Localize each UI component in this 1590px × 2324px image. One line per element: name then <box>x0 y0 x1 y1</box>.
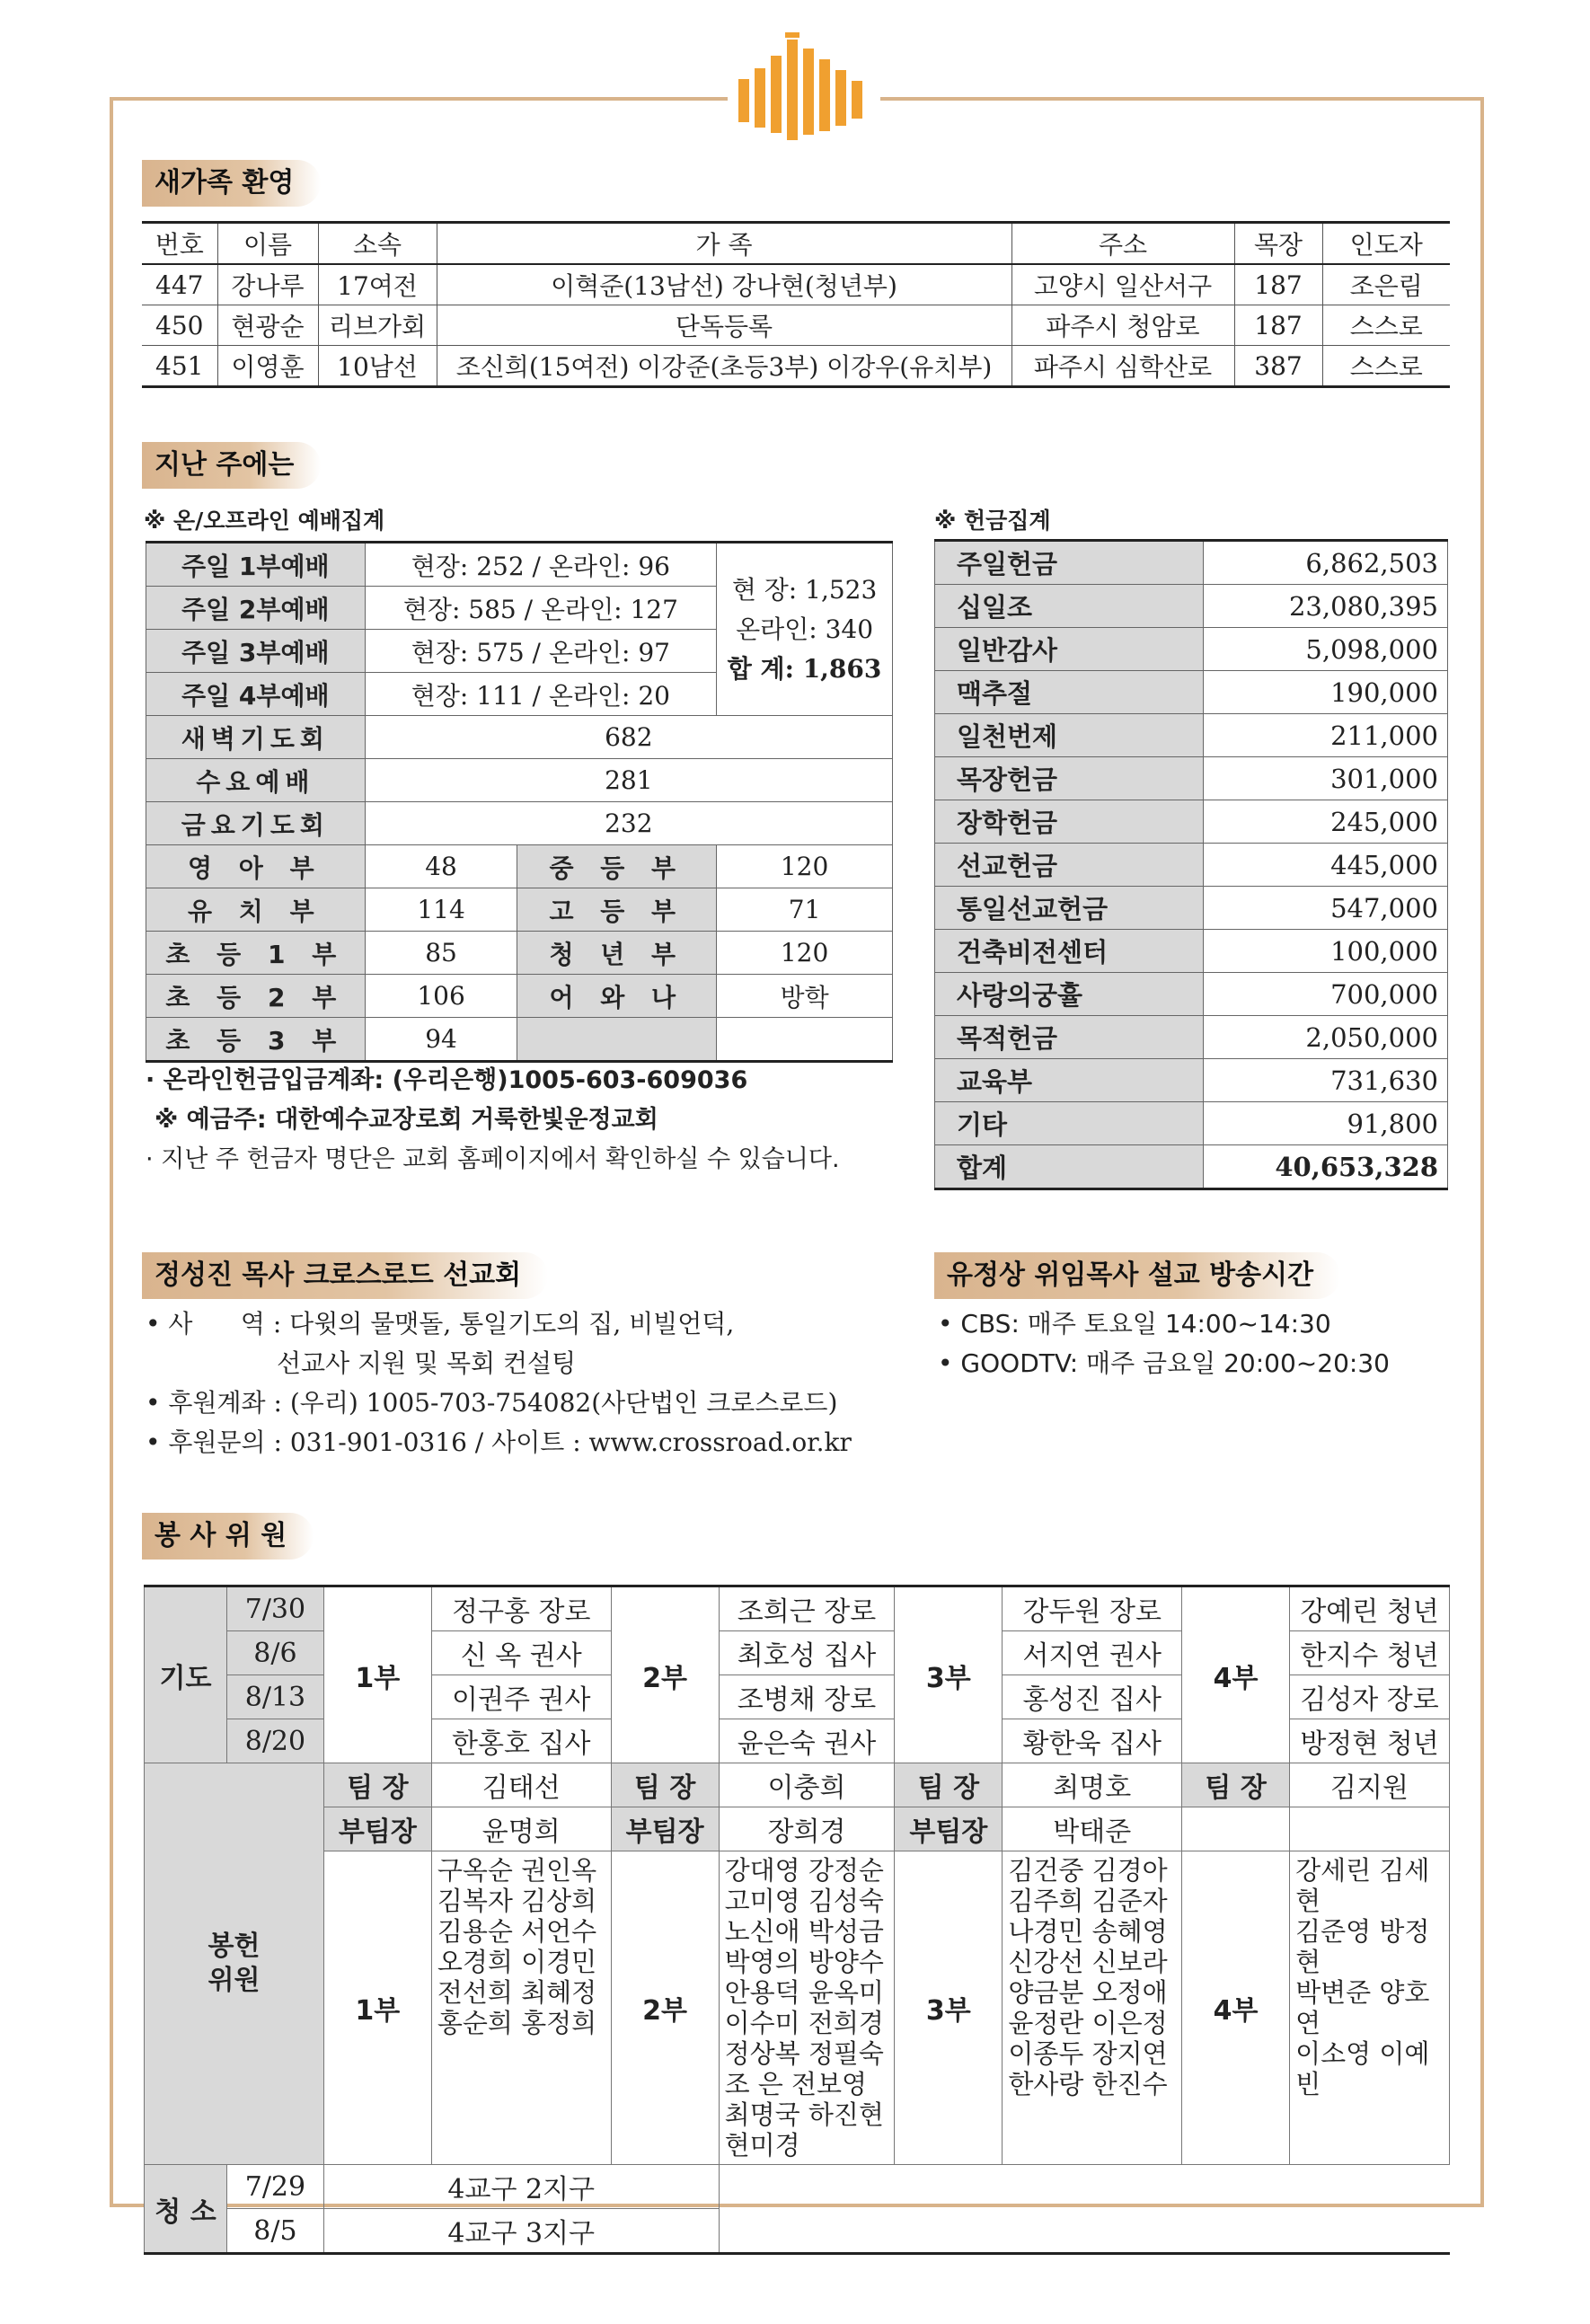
team-leader-label: 팀 장 <box>611 1763 719 1807</box>
prayer-leader-name: 방정현 청년 <box>1290 1719 1450 1763</box>
cleaning-row <box>145 2165 1450 2209</box>
family-cell: 450 <box>142 305 217 346</box>
crossroad-ministry-cont: 선교사 지원 및 목회 컨설팅 <box>277 1348 577 1378</box>
family-header-cell: 주소 <box>1011 223 1234 265</box>
family-cell: 이혁준(13남선) 강나현(청년부) <box>437 264 1011 305</box>
family-cell: 187 <box>1234 264 1322 305</box>
offering-row <box>935 585 1448 628</box>
dept-value: 94 <box>365 1018 517 1062</box>
offering-label: 사랑의궁휼 <box>935 973 1204 1016</box>
prayer-duty-label: 기도 <box>145 1586 227 1763</box>
prayer-leader-name: 김성자 장로 <box>1290 1675 1450 1719</box>
offering-row <box>935 714 1448 757</box>
sub-leader-name: 윤명희 <box>431 1807 611 1851</box>
dept-label: 영 아 부 <box>146 845 366 888</box>
prayer-value: 682 <box>365 716 892 759</box>
prayer-leader-name: 이권주 권사 <box>431 1675 611 1719</box>
offering-label: 선교헌금 <box>935 844 1204 887</box>
crossroad-account: • 후원계좌 : (우리) 1005-703-754082(사단법인 크로스로드) <box>146 1388 838 1418</box>
offering-names: 강대영 강정순 고미영 김성숙 노신애 박성금 박영의 방양수 안용덕 윤옥미 이수미 전희경 정상복 정필숙 조 은 전보영 최명국 하진현 현미경 <box>719 1851 895 2165</box>
family-cell: 단독등록 <box>437 305 1011 346</box>
dept-value: 120 <box>717 845 893 888</box>
worship-value: 현장: 585 / 온라인: 127 <box>365 587 716 630</box>
prayer-leader-name: 강두원 장로 <box>1003 1586 1182 1631</box>
offering-value: 211,000 <box>1204 714 1448 757</box>
crossroad-heading: 정성진 목사 크로스로드 선교회 <box>142 1252 548 1299</box>
prayer-leader-name: 조병채 장로 <box>719 1675 895 1719</box>
attendance-title: ※ 온/오프라인 예배집계 <box>144 508 385 534</box>
team-leader-name: 김태선 <box>431 1763 611 1807</box>
dept-label: 고 등 부 <box>517 888 717 932</box>
family-cell: 파주시 청암로 <box>1011 305 1234 346</box>
dept-value: 120 <box>717 932 893 975</box>
sub-leader-label: 부팀장 <box>611 1807 719 1851</box>
dept-value <box>717 1018 893 1062</box>
offering-names: 강세린 김세현 김준영 방정현 박변준 양호연 이소영 이예빈 <box>1290 1851 1450 2165</box>
sub-leader-label: 부팀장 <box>895 1807 1003 1851</box>
table-row <box>142 305 1450 346</box>
family-cell: 스스로 <box>1322 305 1450 346</box>
family-header-cell: 번호 <box>142 223 217 265</box>
offering-label: 일반감사 <box>935 628 1204 671</box>
offering-label: 통일선교헌금 <box>935 887 1204 930</box>
offering-row <box>935 671 1448 714</box>
service-table <box>144 1585 1450 2255</box>
prayer-date: 7/30 <box>226 1586 323 1631</box>
crossroad-ministry: • 사 역 : 다윗의 물맷돌, 통일기도의 집, 비빌언덕, <box>146 1309 735 1339</box>
prayer-leader-name: 최호성 집사 <box>719 1631 895 1675</box>
prayer-leader-name: 서지연 권사 <box>1003 1631 1182 1675</box>
offering-label: 기타 <box>935 1102 1204 1145</box>
family-cell: 187 <box>1234 305 1322 346</box>
family-cell: 파주시 심학산로 <box>1011 346 1234 387</box>
prayer-leader-name: 한지수 청년 <box>1290 1631 1450 1675</box>
prayer-label: 금요기도회 <box>146 802 366 845</box>
offering-table <box>934 539 1448 1190</box>
dept-value: 114 <box>365 888 517 932</box>
prayer-leader-name: 조희근 장로 <box>719 1586 895 1631</box>
sub-leader-row <box>145 1807 1450 1851</box>
family-cell: 강나루 <box>217 264 318 305</box>
worship-label: 주일 2부예배 <box>146 587 366 630</box>
team-leader-label: 팀 장 <box>323 1763 431 1807</box>
offering-row <box>935 1016 1448 1059</box>
team-leader-row <box>145 1763 1450 1807</box>
dept-value: 106 <box>365 975 517 1018</box>
offering-row <box>935 1059 1448 1102</box>
prayer-date: 8/6 <box>226 1631 323 1675</box>
family-cell: 조신희(15여전) 이강준(초등3부) 이강우(유치부) <box>437 346 1011 387</box>
attendance-table <box>146 541 893 1063</box>
offering-label: 교육부 <box>935 1059 1204 1102</box>
service-heading: 봉 사 위 원 <box>142 1513 314 1560</box>
family-cell: 고양시 일산서구 <box>1011 264 1234 305</box>
family-cell: 이영훈 <box>217 346 318 387</box>
offering-value: 445,000 <box>1204 844 1448 887</box>
prayer-leader-name: 한홍호 집사 <box>431 1719 611 1763</box>
account-holder-note: ※ 예금주: 대한예수교장로회 거룩한빛운정교회 <box>155 1106 658 1134</box>
sub-leader-name: 박태준 <box>1003 1807 1182 1851</box>
offering-row <box>935 887 1448 930</box>
offering-label: 일천번제 <box>935 714 1204 757</box>
offering-label: 십일조 <box>935 585 1204 628</box>
offering-row <box>935 930 1448 973</box>
worship-value: 현장: 111 / 온라인: 20 <box>365 673 716 716</box>
prayer-row <box>146 716 893 759</box>
offering-label: 목장헌금 <box>935 757 1204 800</box>
dept-row <box>146 932 893 975</box>
offering-row <box>935 628 1448 671</box>
worship-label: 주일 3부예배 <box>146 630 366 673</box>
prayer-duty-row <box>145 1586 1450 1631</box>
offering-names: 김건중 김경아 김주희 김준자 나경민 송혜영 신강선 신보라 양금분 오정애 윤정란 이은정 이종두 장지연 한사랑 한진수 <box>1003 1851 1182 2165</box>
part-label: 3부 <box>895 1586 1003 1763</box>
worship-row <box>146 543 893 587</box>
dept-label: 초 등 1 부 <box>146 932 366 975</box>
team-leader-name: 이충희 <box>719 1763 895 1807</box>
offering-row <box>935 844 1448 887</box>
family-cell: 17여전 <box>318 264 437 305</box>
offering-total-value: 40,653,328 <box>1204 1145 1448 1189</box>
dept-row <box>146 845 893 888</box>
offering-value: 5,098,000 <box>1204 628 1448 671</box>
offering-value: 301,000 <box>1204 757 1448 800</box>
family-cell: 447 <box>142 264 217 305</box>
offering-row <box>935 1102 1448 1145</box>
church-logo-icon <box>735 32 870 142</box>
new-family-table <box>142 221 1450 388</box>
dept-label <box>517 1018 717 1062</box>
offering-value: 190,000 <box>1204 671 1448 714</box>
cleaning-row <box>145 2209 1450 2254</box>
prayer-label: 새벽기도회 <box>146 716 366 759</box>
blank-cell <box>719 2165 1449 2209</box>
cleaning-area: 4교구 3지구 <box>323 2209 719 2254</box>
welcome-heading: 새가족 환영 <box>142 160 321 207</box>
cleaning-area: 4교구 2지구 <box>323 2165 719 2209</box>
prayer-row <box>146 759 893 802</box>
dept-value: 85 <box>365 932 517 975</box>
offering-value: 731,630 <box>1204 1059 1448 1102</box>
worship-label: 주일 4부예배 <box>146 673 366 716</box>
family-header-cell: 이름 <box>217 223 318 265</box>
prayer-leader-name: 윤은숙 권사 <box>719 1719 895 1763</box>
broadcast-goodtv: • GOODTV: 매주 금요일 20:00~20:30 <box>938 1348 1390 1378</box>
offering-label: 건축비전센터 <box>935 930 1204 973</box>
family-cell: 스스로 <box>1322 346 1450 387</box>
summary-line: 온라인: 340 <box>736 614 874 644</box>
dept-value: 71 <box>717 888 893 932</box>
sub-leader-label: 부팀장 <box>323 1807 431 1851</box>
offering-label: 목적헌금 <box>935 1016 1204 1059</box>
summary-line: 합 계: 1,863 <box>727 653 882 684</box>
offering-row <box>935 757 1448 800</box>
family-cell: 10남선 <box>318 346 437 387</box>
offering-committee-label: 봉헌 위원 <box>145 1763 324 2165</box>
crossroad-contact: • 후원문의 : 031-901-0316 / 사이트 : www.crossroad.or.kr <box>146 1427 852 1457</box>
offering-names: 구옥순 권인옥 김복자 김상희 김용순 서언수 오경희 이경민 전선희 최혜정 홍순희 홍정희 <box>431 1851 611 2165</box>
team-leader-name: 김지원 <box>1290 1763 1450 1807</box>
summary-line: 현 장: 1,523 <box>731 574 878 605</box>
prayer-leader-name: 정구홍 장로 <box>431 1586 611 1631</box>
dept-label: 청 년 부 <box>517 932 717 975</box>
offering-value: 100,000 <box>1204 930 1448 973</box>
prayer-leader-name: 홍성진 집사 <box>1003 1675 1182 1719</box>
offering-label: 주일헌금 <box>935 541 1204 585</box>
offering-value: 700,000 <box>1204 973 1448 1016</box>
offering-value: 6,862,503 <box>1204 541 1448 585</box>
last-week-heading: 지난 주에는 <box>142 442 321 489</box>
prayer-date: 8/13 <box>226 1675 323 1719</box>
offering-row <box>935 541 1448 585</box>
sub-leader-name: 장희경 <box>719 1807 895 1851</box>
offering-value: 23,080,395 <box>1204 585 1448 628</box>
part-label: 4부 <box>1182 1586 1290 1763</box>
dept-label: 초 등 3 부 <box>146 1018 366 1062</box>
broadcast-cbs: • CBS: 매주 토요일 14:00~14:30 <box>938 1309 1331 1339</box>
attendance-summary <box>717 543 893 716</box>
sub-leader-label <box>1182 1807 1290 1851</box>
team-leader-label: 팀 장 <box>895 1763 1003 1807</box>
table-row <box>142 264 1450 305</box>
offering-total-row <box>935 1145 1448 1189</box>
offering-row <box>935 800 1448 844</box>
offering-label: 맥추절 <box>935 671 1204 714</box>
part-label: 2부 <box>611 1586 719 1763</box>
sub-leader-name <box>1290 1807 1450 1851</box>
prayer-value: 281 <box>365 759 892 802</box>
dept-value: 방학 <box>717 975 893 1018</box>
prayer-label: 수요예배 <box>146 759 366 802</box>
family-cell: 387 <box>1234 346 1322 387</box>
donor-list-note: · 지난 주 헌금자 명단은 교회 홈페이지에서 확인하실 수 있습니다. <box>146 1145 840 1173</box>
prayer-leader-name: 신 옥 권사 <box>431 1631 611 1675</box>
family-cell: 451 <box>142 346 217 387</box>
dept-label: 중 등 부 <box>517 845 717 888</box>
worship-label: 주일 1부예배 <box>146 543 366 587</box>
offering-value: 245,000 <box>1204 800 1448 844</box>
part-label: 1부 <box>323 1586 431 1763</box>
family-header-cell: 소속 <box>318 223 437 265</box>
family-header-cell: 목장 <box>1234 223 1322 265</box>
part-label: 1부 <box>323 1851 431 2165</box>
family-cell: 현광순 <box>217 305 318 346</box>
dept-row <box>146 1018 893 1062</box>
team-leader-label: 팀 장 <box>1182 1763 1290 1807</box>
cleaning-label: 청 소 <box>145 2165 227 2254</box>
cleaning-date: 8/5 <box>226 2209 323 2254</box>
offering-title: ※ 헌금집계 <box>934 508 1051 534</box>
dept-label: 초 등 2 부 <box>146 975 366 1018</box>
offering-names-row <box>145 1851 1450 2165</box>
offering-label: 장학헌금 <box>935 800 1204 844</box>
offering-total-label: 합계 <box>935 1145 1204 1189</box>
blank-cell <box>719 2209 1449 2254</box>
prayer-leader-name: 강예린 청년 <box>1290 1586 1450 1631</box>
family-header-cell: 인도자 <box>1322 223 1450 265</box>
dept-value: 48 <box>365 845 517 888</box>
cleaning-date: 7/29 <box>226 2165 323 2209</box>
dept-row <box>146 888 893 932</box>
prayer-leader-name: 황한욱 집사 <box>1003 1719 1182 1763</box>
prayer-value: 232 <box>365 802 892 845</box>
offering-row <box>935 973 1448 1016</box>
part-label: 3부 <box>895 1851 1003 2165</box>
prayer-date: 8/20 <box>226 1719 323 1763</box>
part-label: 2부 <box>611 1851 719 2165</box>
online-account-note: · 온라인헌금입금계좌: (우리은행)1005-603-609036 <box>146 1066 748 1094</box>
dept-label: 어 와 나 <box>517 975 717 1018</box>
offering-value: 547,000 <box>1204 887 1448 930</box>
worship-value: 현장: 252 / 온라인: 96 <box>365 543 716 587</box>
team-leader-name: 최명호 <box>1003 1763 1182 1807</box>
family-cell: 리브가회 <box>318 305 437 346</box>
offering-value: 91,800 <box>1204 1102 1448 1145</box>
family-cell: 조은림 <box>1322 264 1450 305</box>
broadcast-heading: 유정상 위임목사 설교 방송시간 <box>934 1252 1340 1299</box>
offering-value: 2,050,000 <box>1204 1016 1448 1059</box>
prayer-row <box>146 802 893 845</box>
dept-row <box>146 975 893 1018</box>
table-row <box>142 346 1450 387</box>
part-label: 4부 <box>1182 1851 1290 2165</box>
family-header-cell: 가 족 <box>437 223 1011 265</box>
dept-label: 유 치 부 <box>146 888 366 932</box>
worship-value: 현장: 575 / 온라인: 97 <box>365 630 716 673</box>
